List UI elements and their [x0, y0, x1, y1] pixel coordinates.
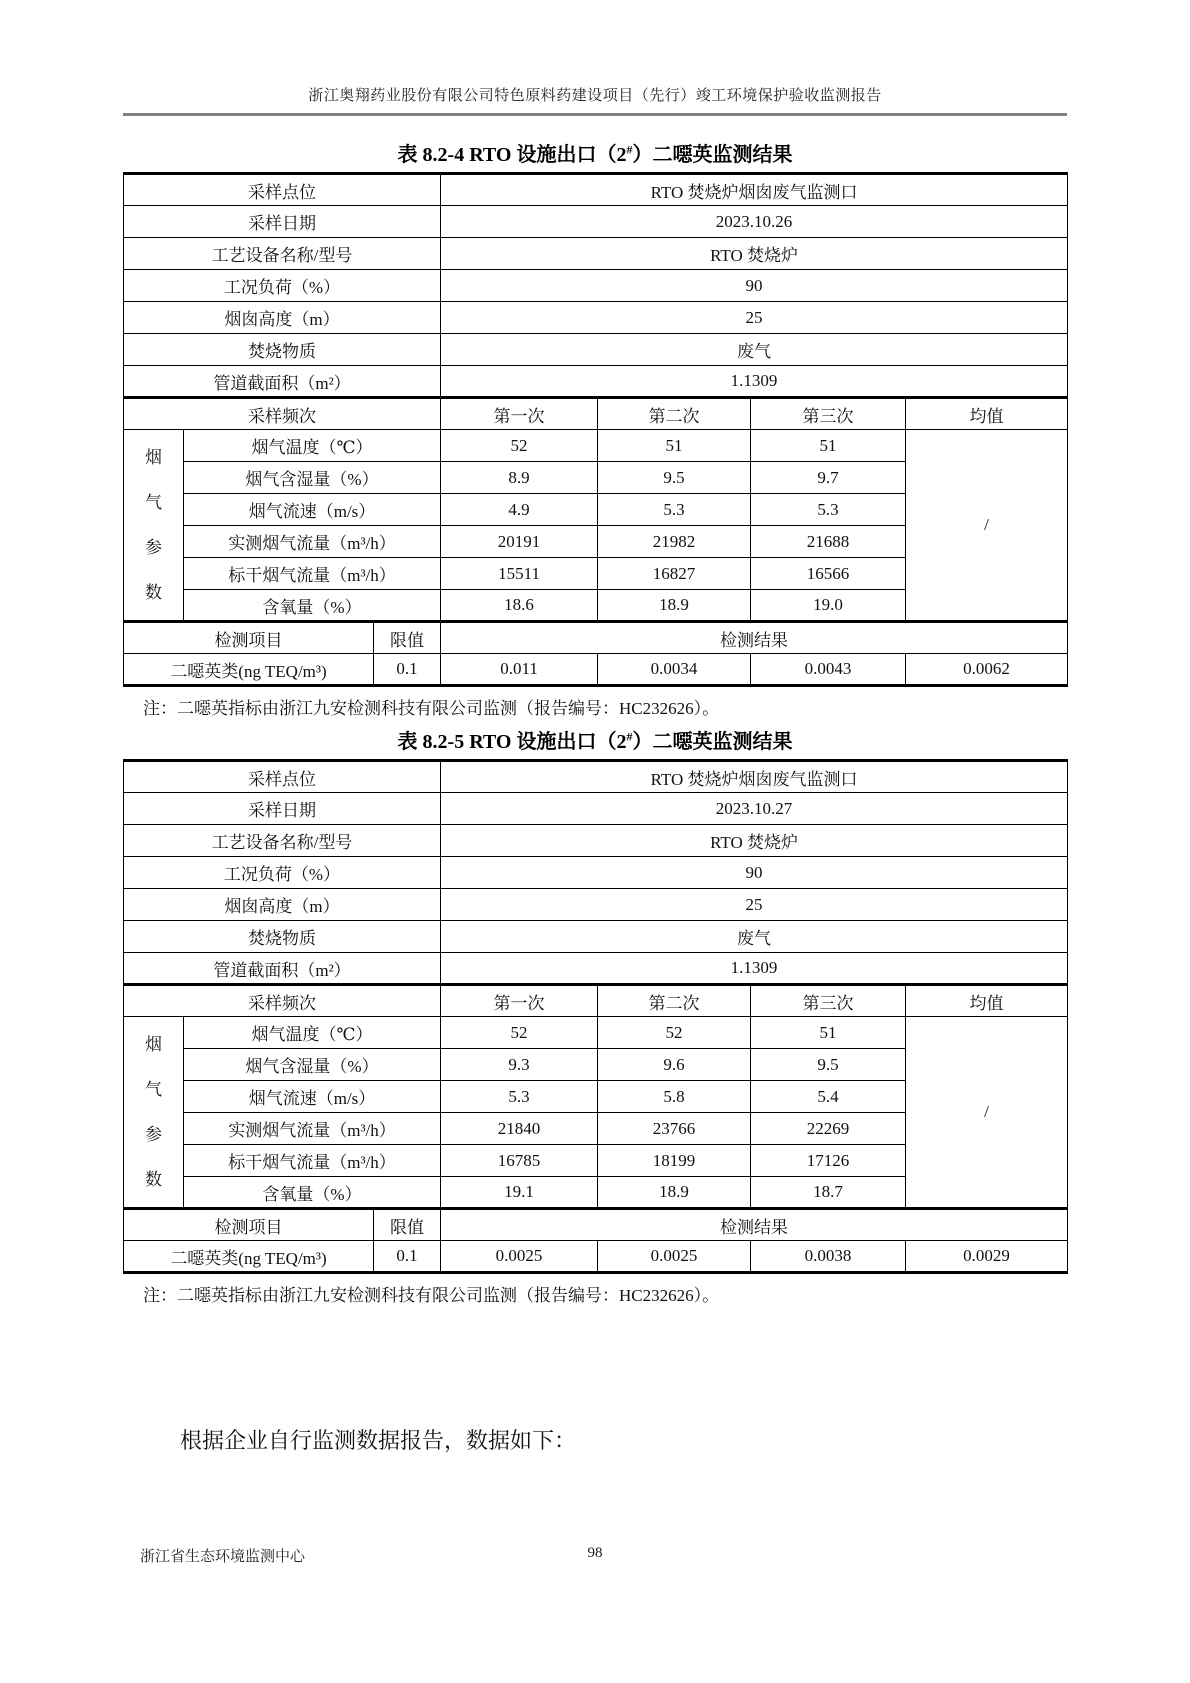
table-row	[124, 302, 1068, 334]
result-header-row	[124, 1209, 1068, 1241]
row-value: 90	[441, 857, 1068, 889]
row-value: RTO 焚烧炉烟囱废气监测口	[441, 761, 1068, 793]
cell-value: 22269	[751, 1113, 906, 1145]
cell-value: 4.9	[441, 494, 598, 526]
row-label: 烟气含湿量（%）	[184, 1049, 441, 1081]
cell-value: 5.3	[598, 494, 751, 526]
body-paragraph: 根据企业自行监测数据报告，数据如下：	[180, 1428, 577, 1453]
row-label: 采样点位	[124, 174, 441, 206]
param-group-label: 烟气参数	[144, 1034, 162, 1190]
row-value: 25	[441, 302, 1068, 334]
cell-value: 18.9	[598, 1177, 751, 1209]
row-label: 工况负荷（%）	[124, 857, 441, 889]
result-header: 检测结果	[441, 1209, 1068, 1241]
row-label: 实测烟气流量（m³/h）	[184, 526, 441, 558]
cell-value: 16785	[441, 1145, 598, 1177]
table-1-title-superscript: #	[626, 142, 633, 157]
column-header: 第一次	[441, 985, 598, 1017]
param-row	[124, 1017, 1068, 1049]
table-2-title-suffix: ）二噁英监测结果	[632, 731, 793, 753]
cell-value: 20191	[441, 526, 598, 558]
table-1-title-suffix: ）二噁英监测结果	[632, 144, 793, 166]
table-row	[124, 238, 1068, 270]
cell-value: 19.1	[441, 1177, 598, 1209]
table-row	[124, 270, 1068, 302]
cell-value: 21982	[598, 526, 751, 558]
cell-value: 52	[441, 430, 598, 462]
row-value: 1.1309	[441, 953, 1068, 985]
cell-value: 18.7	[751, 1177, 906, 1209]
row-value: 25	[441, 889, 1068, 921]
table-row	[124, 793, 1068, 825]
cell-value: 5.3	[751, 494, 906, 526]
row-label: 采样日期	[124, 206, 441, 238]
cell-value: 0.0025	[598, 1241, 751, 1273]
page-number: 98	[587, 1545, 603, 1561]
row-label: 烟气温度（℃）	[184, 1017, 441, 1049]
row-value: 废气	[441, 334, 1068, 366]
row-value: RTO 焚烧炉	[441, 825, 1068, 857]
limit-header: 限值	[374, 622, 441, 654]
mean-value: 0.0062	[906, 654, 1068, 686]
row-value: 90	[441, 270, 1068, 302]
column-header: 第二次	[598, 398, 751, 430]
cell-value: 18.9	[598, 590, 751, 622]
cell-value: 0.0025	[441, 1241, 598, 1273]
row-label: 二噁英类(ng TEQ/m³)	[124, 654, 374, 686]
table-row	[124, 953, 1068, 985]
row-value: RTO 焚烧炉	[441, 238, 1068, 270]
row-label: 管道截面积（m²）	[124, 953, 441, 985]
report-header: 浙江奥翔药业股份有限公司特色原料药建设项目（先行）竣工环境保护验收监测报告	[308, 88, 882, 104]
cell-value: 9.5	[598, 462, 751, 494]
cell-value: 5.8	[598, 1081, 751, 1113]
column-header: 第三次	[751, 985, 906, 1017]
cell-value: 52	[598, 1017, 751, 1049]
row-label: 工艺设备名称/型号	[124, 825, 441, 857]
row-label: 检测项目	[124, 622, 374, 654]
table-row	[124, 857, 1068, 889]
cell-value: 51	[598, 430, 751, 462]
cell-value: 18199	[598, 1145, 751, 1177]
row-label: 检测项目	[124, 1209, 374, 1241]
param-mean-cell: /	[906, 1017, 1068, 1209]
table-row	[124, 921, 1068, 953]
result-header-row	[124, 622, 1068, 654]
cell-value: 51	[751, 1017, 906, 1049]
param-mean-cell: /	[906, 430, 1068, 622]
table-1-title-prefix: 表 8.2-4 RTO 设施出口（2	[397, 144, 627, 166]
cell-value: 9.7	[751, 462, 906, 494]
cell-value: 19.0	[751, 590, 906, 622]
table-1-note: 注：二噁英指标由浙江九安检测科技有限公司监测（报告编号：HC232626）。	[143, 699, 720, 718]
cell-value: 18.6	[441, 590, 598, 622]
result-header: 检测结果	[441, 622, 1068, 654]
table-2-title	[123, 725, 1067, 754]
cell-value: 17126	[751, 1145, 906, 1177]
table-row	[124, 206, 1068, 238]
cell-value: 5.4	[751, 1081, 906, 1113]
table-2-title-prefix: 表 8.2-5 RTO 设施出口（2	[397, 731, 627, 753]
column-header: 均值	[906, 985, 1068, 1017]
cell-value: 16566	[751, 558, 906, 590]
table-row	[124, 889, 1068, 921]
dioxin-table-2	[123, 759, 1068, 1274]
table-row	[124, 366, 1068, 398]
row-label: 焚烧物质	[124, 334, 441, 366]
result-row	[124, 1241, 1068, 1273]
limit-header: 限值	[374, 1209, 441, 1241]
row-label: 采样频次	[124, 398, 441, 430]
row-label: 工艺设备名称/型号	[124, 238, 441, 270]
cell-value: 9.6	[598, 1049, 751, 1081]
table-row	[124, 174, 1068, 206]
row-label: 采样点位	[124, 761, 441, 793]
mean-value: 0.0029	[906, 1241, 1068, 1273]
param-group-label: 烟气参数	[144, 447, 162, 603]
column-header: 均值	[906, 398, 1068, 430]
page-content	[123, 0, 1067, 1455]
row-label: 烟囱高度（m）	[124, 889, 441, 921]
row-label: 含氧量（%）	[184, 1177, 441, 1209]
table-row	[124, 761, 1068, 793]
param-row	[124, 430, 1068, 462]
limit-value: 0.1	[374, 1241, 441, 1273]
row-label: 烟气温度（℃）	[184, 430, 441, 462]
cell-value: 52	[441, 1017, 598, 1049]
param-group-cell	[124, 430, 184, 622]
param-group-cell	[124, 1017, 184, 1209]
cell-value: 51	[751, 430, 906, 462]
row-label: 实测烟气流量（m³/h）	[184, 1113, 441, 1145]
cell-value: 9.3	[441, 1049, 598, 1081]
row-label: 管道截面积（m²）	[124, 366, 441, 398]
table-2-title-superscript: #	[626, 729, 633, 744]
row-value: 1.1309	[441, 366, 1068, 398]
row-value: 废气	[441, 921, 1068, 953]
cell-value: 5.3	[441, 1081, 598, 1113]
cell-value: 0.0043	[751, 654, 906, 686]
column-header: 第一次	[441, 398, 598, 430]
row-label: 标干烟气流量（m³/h）	[184, 1145, 441, 1177]
row-label: 含氧量（%）	[184, 590, 441, 622]
row-label: 标干烟气流量（m³/h）	[184, 558, 441, 590]
row-label: 采样日期	[124, 793, 441, 825]
cell-value: 0.011	[441, 654, 598, 686]
result-row	[124, 654, 1068, 686]
row-label: 二噁英类(ng TEQ/m³)	[124, 1241, 374, 1273]
limit-value: 0.1	[374, 654, 441, 686]
row-value: 2023.10.27	[441, 793, 1068, 825]
cell-value: 0.0038	[751, 1241, 906, 1273]
row-label: 烟囱高度（m）	[124, 302, 441, 334]
table-row	[124, 334, 1068, 366]
table-1-title	[123, 138, 1067, 167]
dioxin-table-1	[123, 172, 1068, 687]
column-header: 第三次	[751, 398, 906, 430]
cell-value: 16827	[598, 558, 751, 590]
row-value: RTO 焚烧炉烟囱废气监测口	[441, 174, 1068, 206]
row-label: 烟气含湿量（%）	[184, 462, 441, 494]
cell-value: 0.0034	[598, 654, 751, 686]
footer-organization: 浙江省生态环境监测中心	[140, 1549, 306, 1565]
cell-value: 21840	[441, 1113, 598, 1145]
header-rule	[123, 113, 1067, 116]
table-row	[124, 825, 1068, 857]
frequency-header-row	[124, 398, 1068, 430]
cell-value: 9.5	[751, 1049, 906, 1081]
row-label: 焚烧物质	[124, 921, 441, 953]
column-header: 第二次	[598, 985, 751, 1017]
row-label: 烟气流速（m/s）	[184, 1081, 441, 1113]
cell-value: 23766	[598, 1113, 751, 1145]
cell-value: 21688	[751, 526, 906, 558]
row-label: 烟气流速（m/s）	[184, 494, 441, 526]
table-2-note: 注：二噁英指标由浙江九安检测科技有限公司监测（报告编号：HC232626）。	[143, 1286, 720, 1305]
cell-value: 15511	[441, 558, 598, 590]
frequency-header-row	[124, 985, 1068, 1017]
row-label: 工况负荷（%）	[124, 270, 441, 302]
row-label: 采样频次	[124, 985, 441, 1017]
cell-value: 8.9	[441, 462, 598, 494]
row-value: 2023.10.26	[441, 206, 1068, 238]
